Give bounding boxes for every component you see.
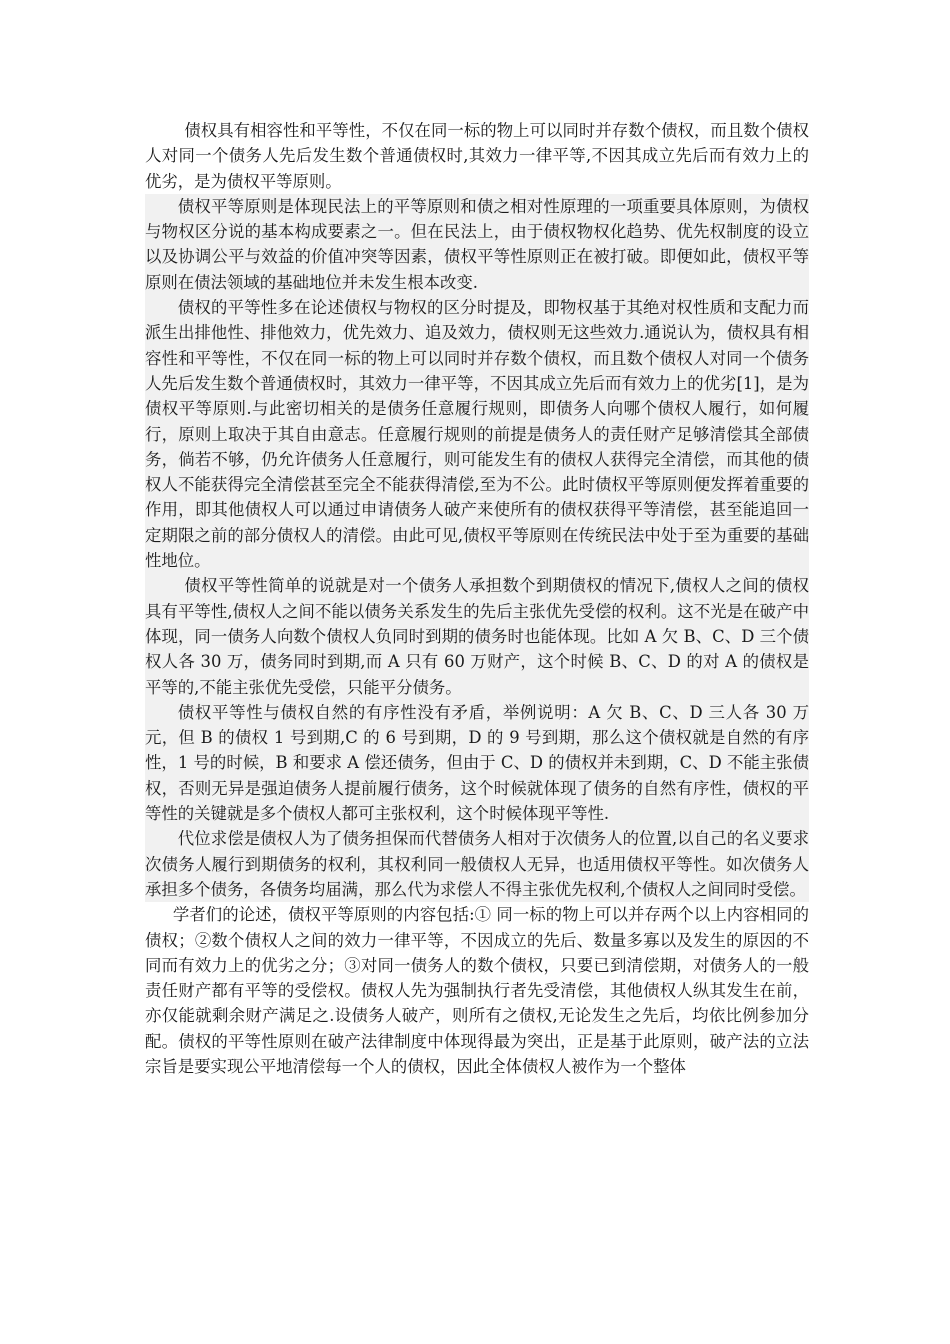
paragraph-4: 债权平等性简单的说就是对一个债务人承担数个到期债权的情况下,债权人之间的债权具有平等性,债权人之间不能以债务关系发生的先后主张优先受偿的权利。这不光是在破产中体现，同一债务人向数个债权人负同时到期的债务时也能体现。比如 A 欠 B、C、D 三个债权人各 30 万，债务同时到期,而 A 只有 60 万财产，这个时候 B、C、D 的对 A 的债权是平等的,不能主张优先受偿，只能平分债务。 [145, 573, 809, 699]
paragraph-6: 代位求偿是债权人为了债务担保而代替债务人相对于次债务人的位置,以自己的名义要求次债务人履行到期债务的权利，其权利同一般债权人无异，也适用债权平等性。如次债务人承担多个债务，各债务均届满，那么代为求偿人不得主张优先权利,个债权人之间同时受偿。 [145, 826, 809, 902]
document-body [145, 118, 809, 1079]
paragraph-7: 学者们的论述，债权平等原则的内容包括:① 同一标的物上可以并存两个以上内容相同的债权；②数个债权人之间的效力一律平等，不因成立的先后、数量多寡以及发生的原因的不同而有效力上的优劣之分；③对同一债务人的数个债权，只要已到清偿期，对债务人的一般责任财产都有平等的受偿权。债权人先为强制执行者先受清偿，其他债权人纵其发生在前，亦仅能就剩余财产满足之.设债务人破产，则所有之债权,无论发生之先后，均依比例参加分配。债权的平等性原则在破产法律制度中体现得最为突出，正是基于此原则，破产法的立法宗旨是要实现公平地清偿每一个人的债权，因此全体债权人被作为一个整体 [145, 905, 809, 1076]
paragraph-5: 债权平等性与债权自然的有序性没有矛盾，举例说明：A 欠 B、C、D 三人各 30 万元，但 B 的债权 1 号到期,C 的 6 号到期，D 的 9 号到期，那么这个债权就是自然的有序性，1 号的时候，B 和要求 A 偿还债务，但由于 C、D 的债权并未到期，C、D 不能主张债权，否则无异是强迫债务人提前履行债务，这个时候就体现了债务的自然有序性，债权的平等性的关键就是多个债权人都可主张权利，这个时候体现平等性. [145, 700, 809, 826]
paragraph-2: 债权平等原则是体现民法上的平等原则和债之相对性原理的一项重要具体原则，为债权与物权区分说的基本构成要素之一。但在民法上，由于债权物权化趋势、优先权制度的设立以及协调公平与效益的价值冲突等因素，债权平等性原则正在被打破。即便如此，债权平等原则在债法领域的基础地位并未发生根本改变. [145, 194, 809, 295]
paragraph-1: 债权具有相容性和平等性，不仅在同一标的物上可以同时并存数个债权，而且数个债权人对同一个债务人先后发生数个普通债权时,其效力一律平等,不因其成立先后而有效力上的优劣，是为债权平等原则。 [145, 121, 809, 191]
paragraph-3: 债权的平等性多在论述债权与物权的区分时提及，即物权基于其绝对权性质和支配力而派生出排他性、排他效力，优先效力、追及效力，债权则无这些效力.通说认为，债权具有相容性和平等性，不仅在同一标的物上可以同时并存数个债权，而且数个债权人对同一个债务人先后发生数个普通债权时，其效力一律平等，不因其成立先后而有效力上的优劣[1]，是为债权平等原则.与此密切相关的是债务任意履行规则，即债务人向哪个债权人履行，如何履行，原则上取决于其自由意志。任意履行规则的前提是债务人的责任财产足够清偿其全部债务，倘若不够，仍允许债务人任意履行，则可能发生有的债权人获得完全清偿，而其他的债权人不能获得完全清偿甚至完全不能获得清偿,至为不公。此时债权平等原则便发挥着重要的作用，即其他债权人可以通过申请债务人破产来使所有的债权获得平等清偿，甚至能追回一定期限之前的部分债权人的清偿。由此可见,债权平等原则在传统民法中处于至为重要的基础性地位。 [145, 295, 809, 573]
